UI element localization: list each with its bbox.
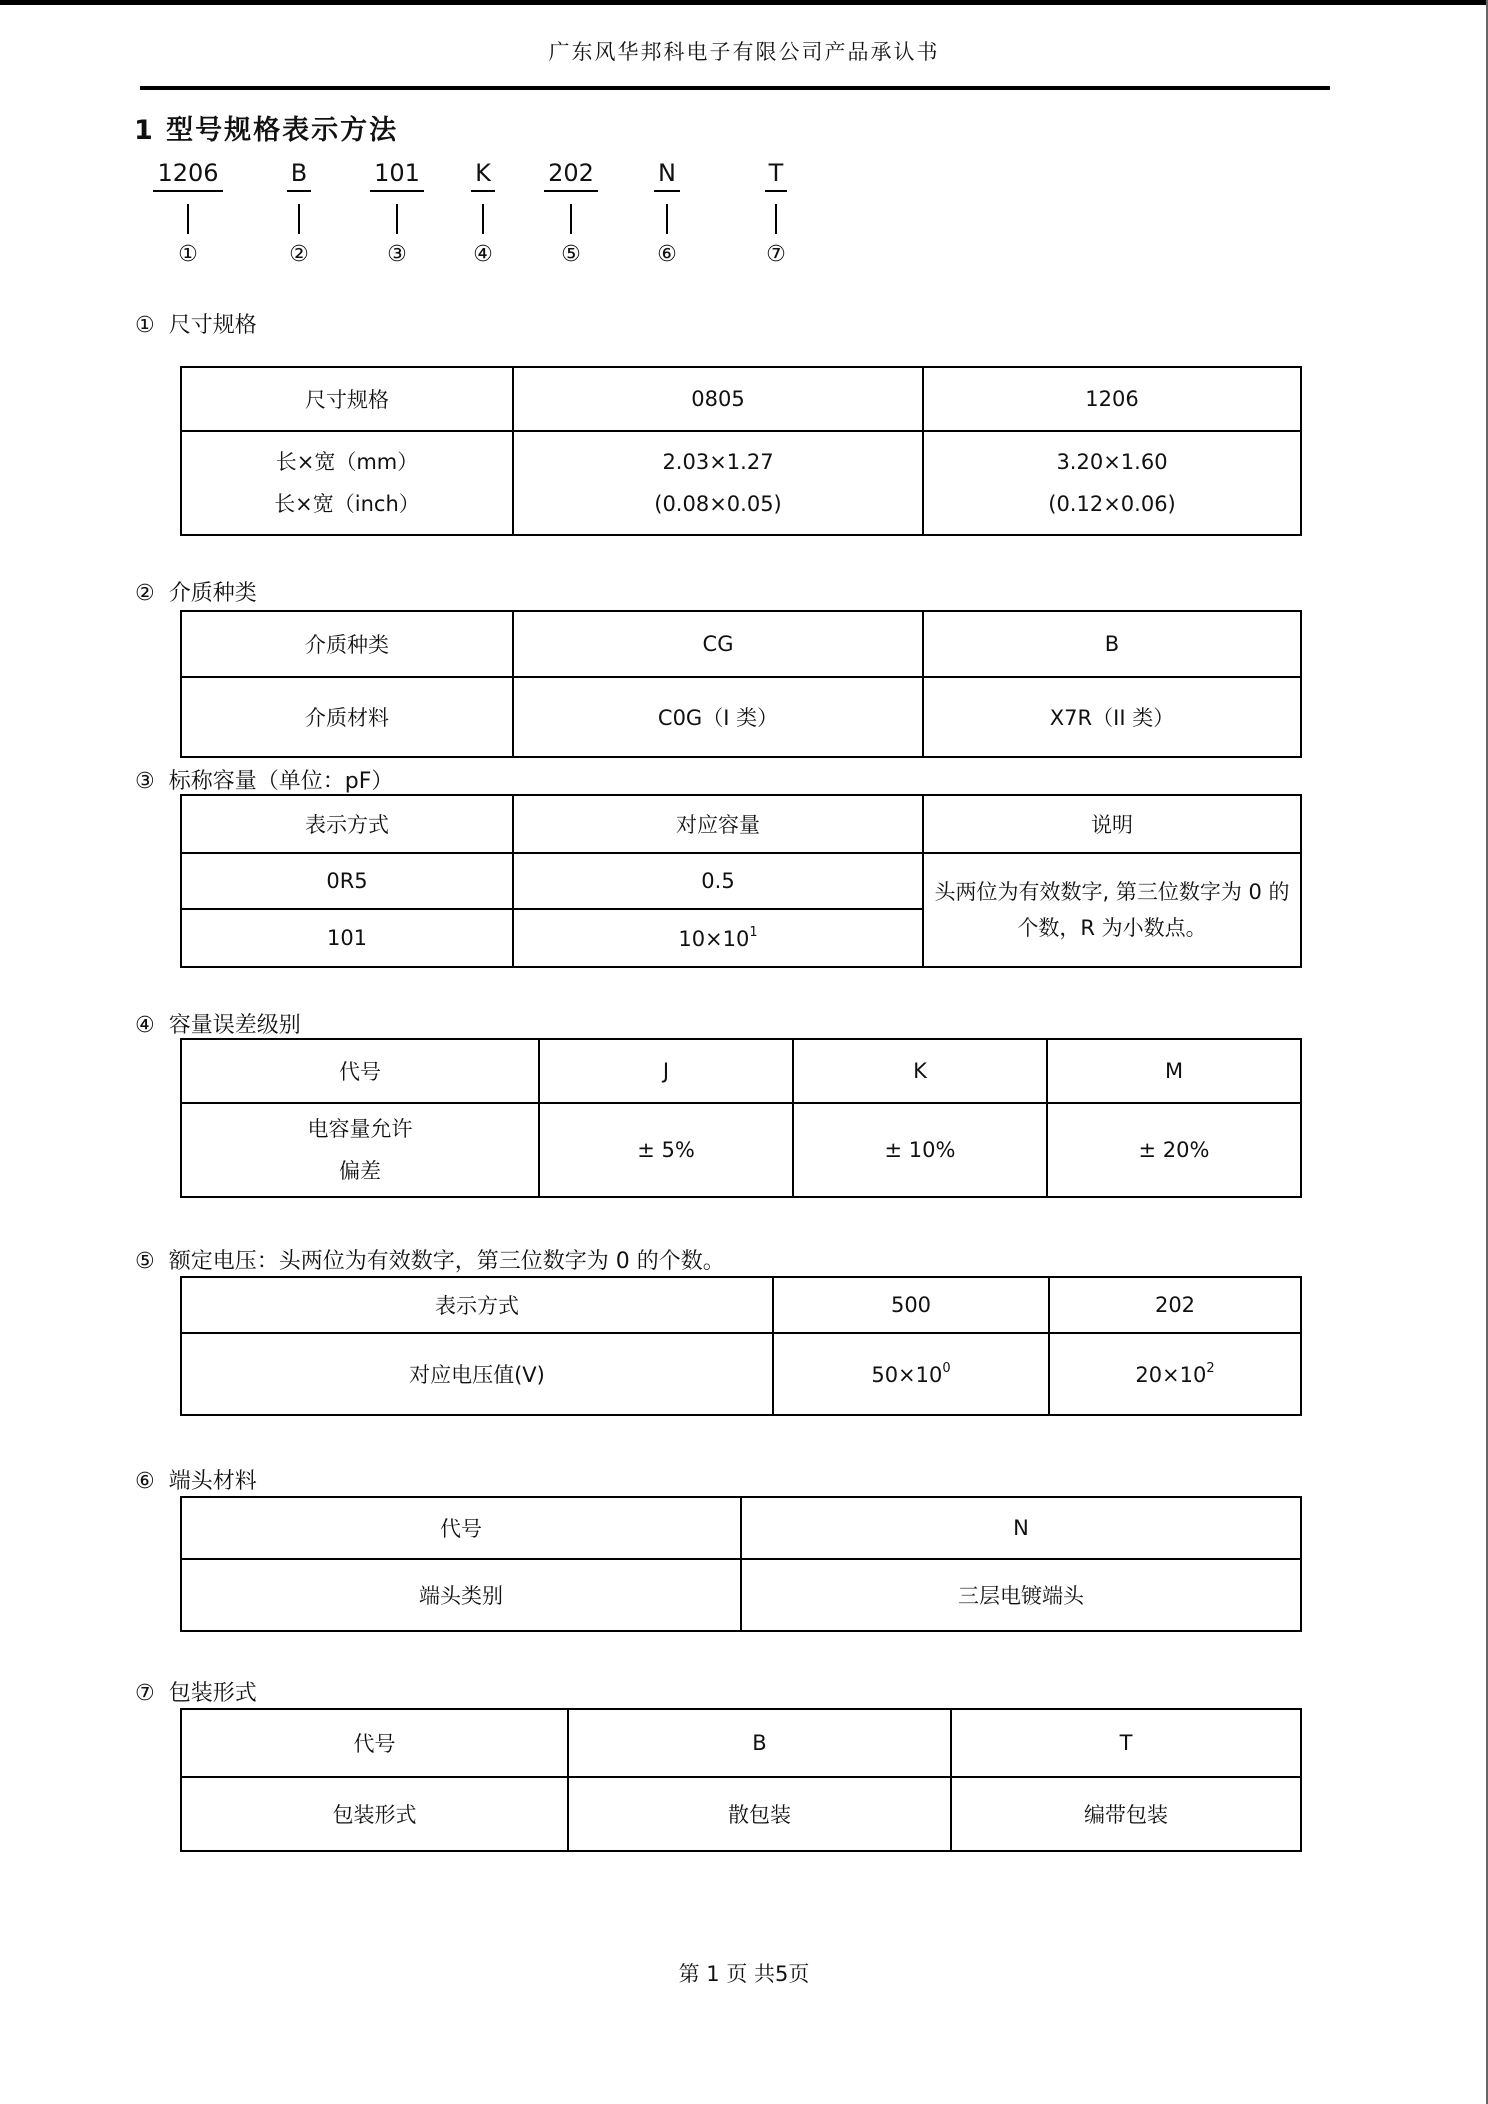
capacitance-table (180, 794, 1302, 968)
code-part-7 (716, 160, 836, 267)
data-cell (923, 431, 1301, 535)
data-cell: 0R5 (181, 853, 513, 909)
data-cell: 0.5 (513, 853, 923, 909)
section-number: ④ (135, 1013, 155, 1038)
table-row (181, 677, 1301, 757)
header-cell: M (1047, 1039, 1301, 1103)
section-label-dielectric (135, 576, 257, 607)
data-cell: 包装形式 (181, 1777, 568, 1851)
table-row (181, 1039, 1301, 1103)
packaging-table (180, 1708, 1302, 1852)
section-title: 端头材料 (168, 1469, 257, 1494)
code-connector (666, 204, 668, 234)
data-cell: X7R（II 类） (923, 677, 1301, 757)
code-connector (775, 204, 777, 234)
section-title: 介质种类 (168, 581, 257, 606)
data-cell (181, 1103, 539, 1197)
value-exponent: 2 (1206, 1361, 1215, 1376)
section-label-size (135, 308, 257, 339)
code-connector (187, 204, 189, 234)
value-base: 50×10 (871, 1363, 943, 1387)
data-cell: ± 10% (793, 1103, 1047, 1197)
cell-line: 2.03×1.27 (662, 450, 774, 474)
data-cell: 三层电镀端头 (741, 1559, 1301, 1631)
size-spec-table (180, 366, 1302, 536)
section-number: ⑥ (135, 1469, 155, 1494)
table-row (181, 1709, 1301, 1777)
data-cell: ± 20% (1047, 1103, 1301, 1197)
data-cell: CG (513, 611, 923, 677)
data-cell (513, 431, 923, 535)
code-connector (482, 204, 484, 234)
table-row (181, 1333, 1301, 1415)
section-title: 额定电压：头两位为有效数字，第三位数字为 0 的个数。 (168, 1249, 725, 1274)
header-cell: 表示方式 (181, 1277, 773, 1333)
header-cell: 说明 (923, 795, 1301, 853)
value-exponent: 1 (749, 925, 758, 940)
table-row (181, 431, 1301, 535)
section-number: ① (135, 313, 155, 338)
code-connector (570, 204, 572, 234)
data-cell: 介质种类 (181, 611, 513, 677)
data-cell (513, 909, 923, 967)
scan-top-edge (0, 0, 1488, 5)
page-number: 第 1 页 共5页 (678, 1962, 810, 1986)
section-label-packaging (135, 1676, 257, 1707)
dielectric-table (180, 610, 1302, 758)
section-title: 包装形式 (168, 1681, 257, 1706)
header-cell: 202 (1049, 1277, 1301, 1333)
header-rule (140, 86, 1330, 90)
table-row (181, 611, 1301, 677)
code-index: ④ (473, 241, 493, 267)
code-value: 202 (544, 160, 598, 192)
header-cell: 0805 (513, 367, 923, 431)
data-cell: 散包装 (568, 1777, 951, 1851)
cell-line: 长×宽（inch） (274, 492, 420, 516)
data-cell: 代号 (181, 1497, 741, 1559)
data-cell: 介质材料 (181, 677, 513, 757)
value-exponent: 0 (942, 1361, 951, 1376)
value-base: 10×10 (678, 927, 750, 951)
header-cell: J (539, 1039, 793, 1103)
termination-table (180, 1496, 1302, 1632)
section-number: ⑤ (135, 1249, 155, 1274)
header-cell: 1206 (923, 367, 1301, 431)
section-label-capacitance (135, 764, 393, 795)
data-cell: T (951, 1709, 1301, 1777)
header-cell: 代号 (181, 1039, 539, 1103)
data-cell (1049, 1333, 1301, 1415)
code-value: B (287, 160, 311, 192)
data-cell: 编带包装 (951, 1777, 1301, 1851)
value-base: 20×10 (1135, 1363, 1207, 1387)
data-cell: B (923, 611, 1301, 677)
code-value: K (471, 160, 495, 192)
section-label-voltage (135, 1244, 725, 1275)
code-index: ⑦ (766, 241, 786, 267)
code-index: ⑤ (561, 241, 581, 267)
code-index: ⑥ (657, 241, 677, 267)
table-row (181, 1277, 1301, 1333)
tolerance-table (180, 1038, 1302, 1198)
table-row (181, 853, 1301, 909)
section-label-termination (135, 1464, 257, 1495)
code-part-1 (128, 160, 248, 267)
table-row (181, 795, 1301, 853)
code-connector (396, 204, 398, 234)
code-index: ① (178, 241, 198, 267)
section-title: 尺寸规格 (168, 313, 257, 338)
document-header: 广东风华邦科电子有限公司产品承认书 (548, 40, 940, 64)
header-cell: 表示方式 (181, 795, 513, 853)
cell-line: 3.20×1.60 (1056, 450, 1168, 474)
data-cell: 101 (181, 909, 513, 967)
code-value: 1206 (153, 160, 222, 192)
table-row (181, 1497, 1301, 1559)
header-cell: 尺寸规格 (181, 367, 513, 431)
cell-line: (0.12×0.06) (1048, 492, 1176, 516)
page-title: 1 型号规格表示方法 (134, 115, 399, 146)
voltage-table (180, 1276, 1302, 1416)
data-cell: 代号 (181, 1709, 568, 1777)
code-connector (298, 204, 300, 234)
data-cell: ± 5% (539, 1103, 793, 1197)
section-title: 标称容量（单位：pF） (168, 769, 394, 794)
table-row (181, 367, 1301, 431)
data-cell: 端头类别 (181, 1559, 741, 1631)
data-cell: N (741, 1497, 1301, 1559)
cell-line: 长×宽（mm） (275, 450, 419, 474)
data-cell (773, 1333, 1049, 1415)
code-value: T (765, 160, 788, 192)
code-value: 101 (370, 160, 424, 192)
cell-line: (0.08×0.05) (654, 492, 782, 516)
section-number: ② (135, 581, 155, 606)
data-cell: 对应电压值(V) (181, 1333, 773, 1415)
header-cell: K (793, 1039, 1047, 1103)
section-number: ③ (135, 769, 155, 794)
table-row (181, 1103, 1301, 1197)
table-row (181, 1559, 1301, 1631)
header-cell: 对应容量 (513, 795, 923, 853)
table-row (181, 1777, 1301, 1851)
note-cell: 头两位为有效数字, 第三位数字为 0 的个数，R 为小数点。 (923, 853, 1301, 967)
data-cell: B (568, 1709, 951, 1777)
section-title: 容量误差级别 (168, 1013, 301, 1038)
cell-line: 电容量允许 (307, 1117, 413, 1141)
section-label-tolerance (135, 1008, 301, 1039)
code-part-6 (607, 160, 727, 267)
section-number: ⑦ (135, 1681, 155, 1706)
code-index: ③ (387, 241, 407, 267)
code-value: N (654, 160, 680, 192)
data-cell (181, 431, 513, 535)
cell-line: 偏差 (339, 1159, 381, 1183)
data-cell: C0G（I 类） (513, 677, 923, 757)
code-index: ② (289, 241, 309, 267)
header-cell: 500 (773, 1277, 1049, 1333)
